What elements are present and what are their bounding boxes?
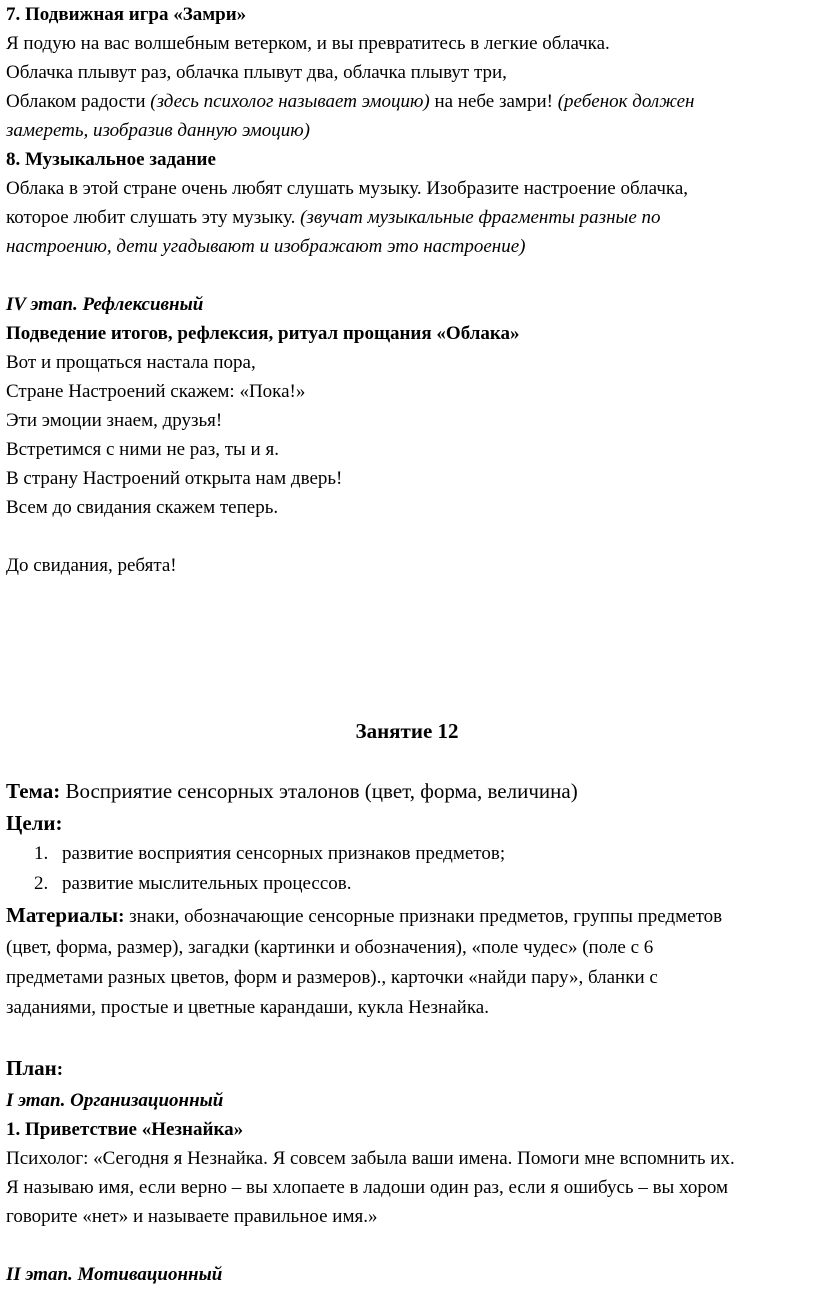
section-8-line-1: Облака в этой стране очень любят слушать музыку. Изобразите настроение облачка, xyxy=(6,178,689,199)
section-8-line-2-note: (звучат музыкальные фрагменты разные по xyxy=(300,207,661,228)
plan-heading xyxy=(6,1052,808,1086)
section-7-line-3 xyxy=(6,87,808,116)
goal-number: 2. xyxy=(34,873,49,894)
poem-line-6: Всем до свидания скажем теперь. xyxy=(6,497,279,518)
section-8-title: 8. Музыкальное задание xyxy=(6,149,216,170)
section-8-line-2-a: которое любит слушать эту музыку. xyxy=(6,207,301,228)
poem-line-5: В страну Настроений открыта нам дверь! xyxy=(6,468,343,489)
materials-line-3: предметами разных цветов, форм и размеров)., карточки «найди пару», бланки с xyxy=(6,967,658,988)
lesson-title: Занятие 12 xyxy=(355,719,459,743)
section-7-line-3-note-2: (ребенок должен xyxy=(557,91,695,112)
section-1-line-1: Психолог: «Сегодня я Незнайка. Я совсем забыла ваши имена. Помоги мне вспомнить их. xyxy=(6,1148,735,1169)
section-7-line-4: замереть, изобразив данную эмоцию) xyxy=(6,120,310,141)
plan-colon: : xyxy=(56,1059,64,1080)
poem-line-3: Эти эмоции знаем, друзья! xyxy=(6,410,223,431)
section-7-line-1: Я подую на вас волшебным ветерком, и вы превратитесь в легкие облачка. xyxy=(6,33,610,54)
topic-line xyxy=(6,775,808,807)
section-7-line-3-note: (здесь психолог называет эмоцию) xyxy=(150,91,430,112)
spacer xyxy=(6,1231,808,1260)
section-7-line-2: Облачка плывут раз, облачка плывут два, облачка плывут три, xyxy=(6,62,507,83)
spacer xyxy=(6,1023,808,1052)
topic-label: Тема: xyxy=(6,779,61,803)
goal-number: 1. xyxy=(34,843,49,864)
goals-label: Цели: xyxy=(6,811,63,835)
stage-1-heading: I этап. Организационный xyxy=(6,1090,224,1111)
poem-line-2: Стране Настроений скажем: «Пока!» xyxy=(6,381,306,402)
goal-item xyxy=(34,869,808,899)
spacer xyxy=(6,746,808,775)
goal-text: развитие восприятия сенсорных признаков предметов; xyxy=(62,843,506,864)
materials-line-2: (цвет, форма, размер), загадки (картинки и обозначения), «поле чудес» (поле с 6 xyxy=(6,937,654,958)
summary-title: Подведение итогов, рефлексия, ритуал прощания «Облака» xyxy=(6,323,520,344)
poem-line-1: Вот и прощаться настала пора, xyxy=(6,352,256,373)
poem-line-4: Встретимся с ними не раз, ты и я. xyxy=(6,439,279,460)
goodbye-line: До свидания, ребята! xyxy=(6,555,177,576)
materials-label: Материалы xyxy=(6,903,119,927)
section-8-line-2 xyxy=(6,203,808,232)
section-1-line-3: говорите «нет» и называете правильное имя.» xyxy=(6,1206,378,1227)
materials-colon: : xyxy=(118,906,130,927)
spacer xyxy=(6,522,808,551)
section-1-title: 1. Приветствие «Незнайка» xyxy=(6,1119,244,1140)
spacer xyxy=(6,261,808,290)
materials-text-1: знаки, обозначающие сенсорные признаки предметов, группы предметов xyxy=(129,906,723,927)
stage-4-heading: IV этап. Рефлексивный xyxy=(6,294,204,315)
section-8-line-3: настроению, дети угадывают и изображают это настроение) xyxy=(6,236,526,257)
materials-line-1 xyxy=(6,899,808,933)
section-1-line-2: Я называю имя, если верно – вы хлопаете в ладоши один раз, если я ошибусь – вы хором xyxy=(6,1177,728,1198)
goals-list xyxy=(6,839,808,899)
stage-2-heading: II этап. Мотивационный xyxy=(6,1264,223,1285)
goal-item xyxy=(34,839,808,869)
goal-text: развитие мыслительных процессов. xyxy=(62,873,352,894)
section-7-line-3-a: Облаком радости xyxy=(6,91,151,112)
topic-text: Восприятие сенсорных эталонов (цвет, форма, величина) xyxy=(60,779,578,803)
plan-label: План xyxy=(6,1056,57,1080)
spacer-large xyxy=(6,580,808,716)
materials-line-4: заданиями, простые и цветные карандаши, кукла Незнайка. xyxy=(6,997,489,1018)
section-7-line-3-c: на небе замри! xyxy=(429,91,558,112)
section-7-title: 7. Подвижная игра «Замри» xyxy=(6,4,247,25)
